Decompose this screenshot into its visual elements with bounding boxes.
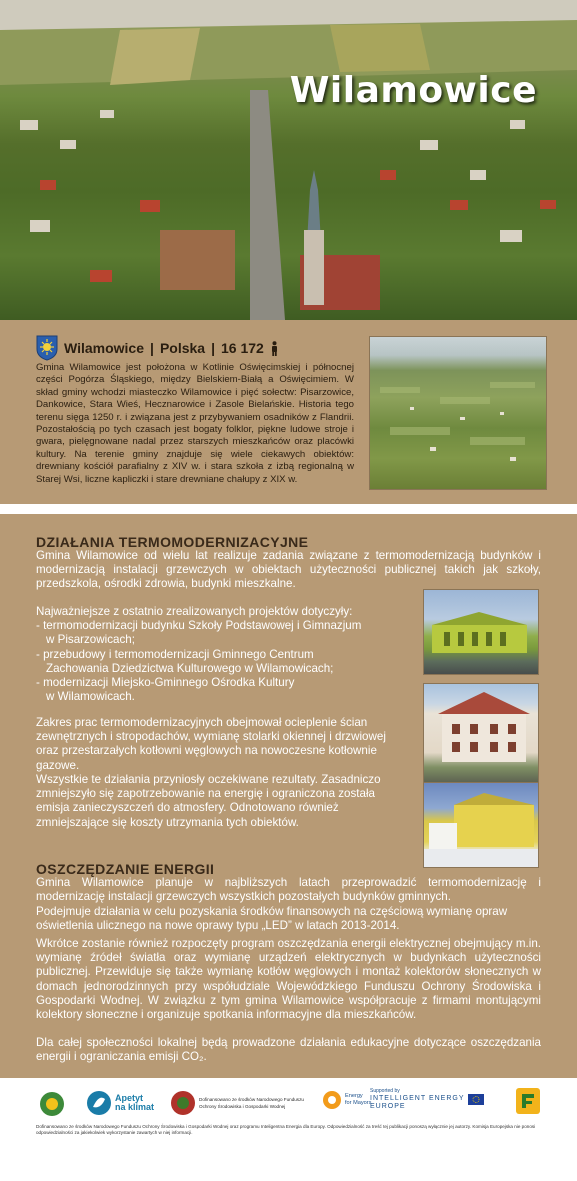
energy-label-icon [516, 1088, 540, 1114]
culture-centre-illustration [424, 783, 539, 868]
valley-illustration [370, 337, 547, 490]
separator: | [211, 340, 215, 356]
energy-for-mayors-logo: Energy for Mayors [322, 1090, 371, 1110]
landscape-photo [369, 336, 547, 490]
section2-paragraph-2: Podejmuje działania w celu pozyskania środków finansowych na częściową wymianę opraw oświetlenia ulicznego na nowe oprawy typu „LED” w latach 2013-2014. [36, 905, 508, 933]
section2-paragraph-3: Wkrótce zostanie również rozpoczęty program oszczędzania energii elektrycznej obejmujący m.in. wymianę źródeł światła oraz wymianę urządzeń elektrycznych w budynkach użyteczności publicznej. Przewiduje się także wymianę kotłów węglowych i montaż kolektorów słonecznych w domach jednorodzinnych przy współudziale Wojewódzkiego Funduszu Ochrony Środowiska i Gospodarki Wodnej. W związku z tym gmina Wilamowice współpracuje z firmami montującymi kolektory słoneczne i organizuje spotkania informacyjne dla mieszkańców. [36, 937, 541, 1022]
section-title-thermo: DZIAŁANIA TERMOMODERNIZACYJNE [36, 534, 309, 550]
list-item: - przebudowy i termomodernizacji Gminnego Centrum Zachowania Dziedzictwa Kulturowego w Wilamowicach; [36, 647, 334, 675]
apetyt-logo: Apetyt na klimat [86, 1090, 154, 1116]
culture-centre-photo [423, 782, 539, 868]
nfosigw-logo: Dofinansowano ze środków Narodowego Funduszu Ochrony Środowiska i Gospodarki Wodnej [170, 1090, 309, 1116]
eu-flag-icon [468, 1094, 484, 1105]
list-item: - modernizacji Miejsko-Gminnego Ośrodka Kultury w Wilamowicach. [36, 676, 295, 704]
projects-list [36, 605, 386, 704]
energy-dots-icon [322, 1090, 342, 1110]
hero-aerial-photo [0, 0, 577, 320]
list-item: - termomodernizacji budynku Szkoły Podstawowej i Gimnazjum w Pisarzowicach; [36, 619, 362, 647]
heritage-centre-photo [423, 683, 539, 783]
school-building-photo [423, 589, 539, 675]
heritage-centre-illustration [424, 684, 539, 783]
info-population: 16 172 [221, 340, 264, 356]
leaf-icon [86, 1090, 112, 1116]
sponsor-logos [30, 1086, 550, 1126]
section2-paragraph-1: Gmina Wilamowice planuje w najbliższych latach przeprowadzić termomodernizację i modernizację instalacji grzewczych wszystkich pozostałych budynków gminnych. [36, 876, 541, 904]
coat-of-arms-icon [36, 335, 58, 361]
info-header [36, 335, 279, 361]
eu-energy-logo [516, 1088, 540, 1114]
fund-emblem-icon [170, 1090, 196, 1116]
page-title: Wilamowice [289, 70, 537, 111]
section-title-energy: OSZCZĘDZANIE ENERGII [36, 861, 215, 877]
covenant-logo [38, 1090, 66, 1118]
info-description: Gmina Wilamowice jest położona w Kotlinie Oświęcimskiej i północnej części Pogórza Śląskiego, między Bielskiem-Białą a Oświęcimiem. W skład gminy wchodzi miasteczko Wilamowice i pięć sołectw: Pisarzowice, Dankowice, Stara Wieś, Hecznarowice i Zasole Bielańskie. Historia tego terenu sięga 1250 r. i związana jest z przybywaniem osadników z Flandrii. Pozostałością po tych czasach jest bogaty folklor, piękne ludowe stroje i gwara, pielęgnowane nadal przez starszych mieszkańców oraz placówki kultury. Na terenie gminy znajduje się wiele ciekawych obiektów: drewniany kościół parafialny z XIV w. i stara szkoła z izbą regionalną w Starej Wsi, liczne kapliczki i stare drewniane chałupy z XIX w. [36, 362, 354, 485]
section1-intro: Gmina Wilamowice od wielu lat realizuje zadania związane z termomodernizacją budynków i modernizacją instalacji grzewczych w obiektach użyteczności publicznej takich jak szkoły, przedszkola, ośrodki zdrowia, budynki mieszkalne. [36, 549, 541, 591]
scope-text: Zakres prac termomodernizacyjnych obejmował ocieplenie ścian zewnętrznych i stropodachów, wymianę stolarki okiennej i drzwiowej oraz przestarzałych kotłowni węglowych na nowoczesne kotłownie gazowe. [36, 716, 386, 772]
divider [0, 504, 577, 514]
projects-lead: Najważniejsze z ostatnio zrealizowanych projektów dotyczyły: [36, 605, 353, 618]
aerial-town-illustration [0, 0, 577, 320]
section2-paragraph-4: Dla całej społeczności lokalnej będą prowadzone działania edukacyjne dotyczące oszczędzania energii i ograniczania emisji CO₂. [36, 1036, 541, 1064]
school-illustration [424, 590, 539, 675]
info-panel [0, 320, 577, 504]
main-content [0, 514, 577, 1078]
intelligent-energy-europe-logo: Supported by INTELLIGENT ENERGY EUROPE [370, 1088, 484, 1111]
globe-icon [38, 1090, 66, 1118]
results-text: Wszystkie te działania przyniosły oczekiwane rezultaty. Zasadniczo zmniejszyło się zapotrzebowanie na energię i ograniczona została emisja zanieczyszczeń do atmosfery. Odnotowano również zmniejszające się koszty utrzymania tych obiektów. [36, 773, 381, 829]
footer [0, 1078, 577, 1181]
disclaimer-text: Dofinansowano ze środków Narodowego Funduszu Ochrony Środowiska i Gospodarki Wodnej oraz programu Inteligentna Energia dla Europy. Odpowiedzialność za treść tej publikacji ponoszą wyłącznie jej autorzy. Komisja Europejska nie ponosi odpowiedzialności za jakiekolwiek wykorzystanie zawartych w niej informacji. [36, 1124, 536, 1135]
info-country: Polska [159, 340, 206, 356]
info-place: Wilamowice [64, 340, 145, 356]
separator: | [150, 340, 154, 356]
person-icon [270, 341, 279, 356]
